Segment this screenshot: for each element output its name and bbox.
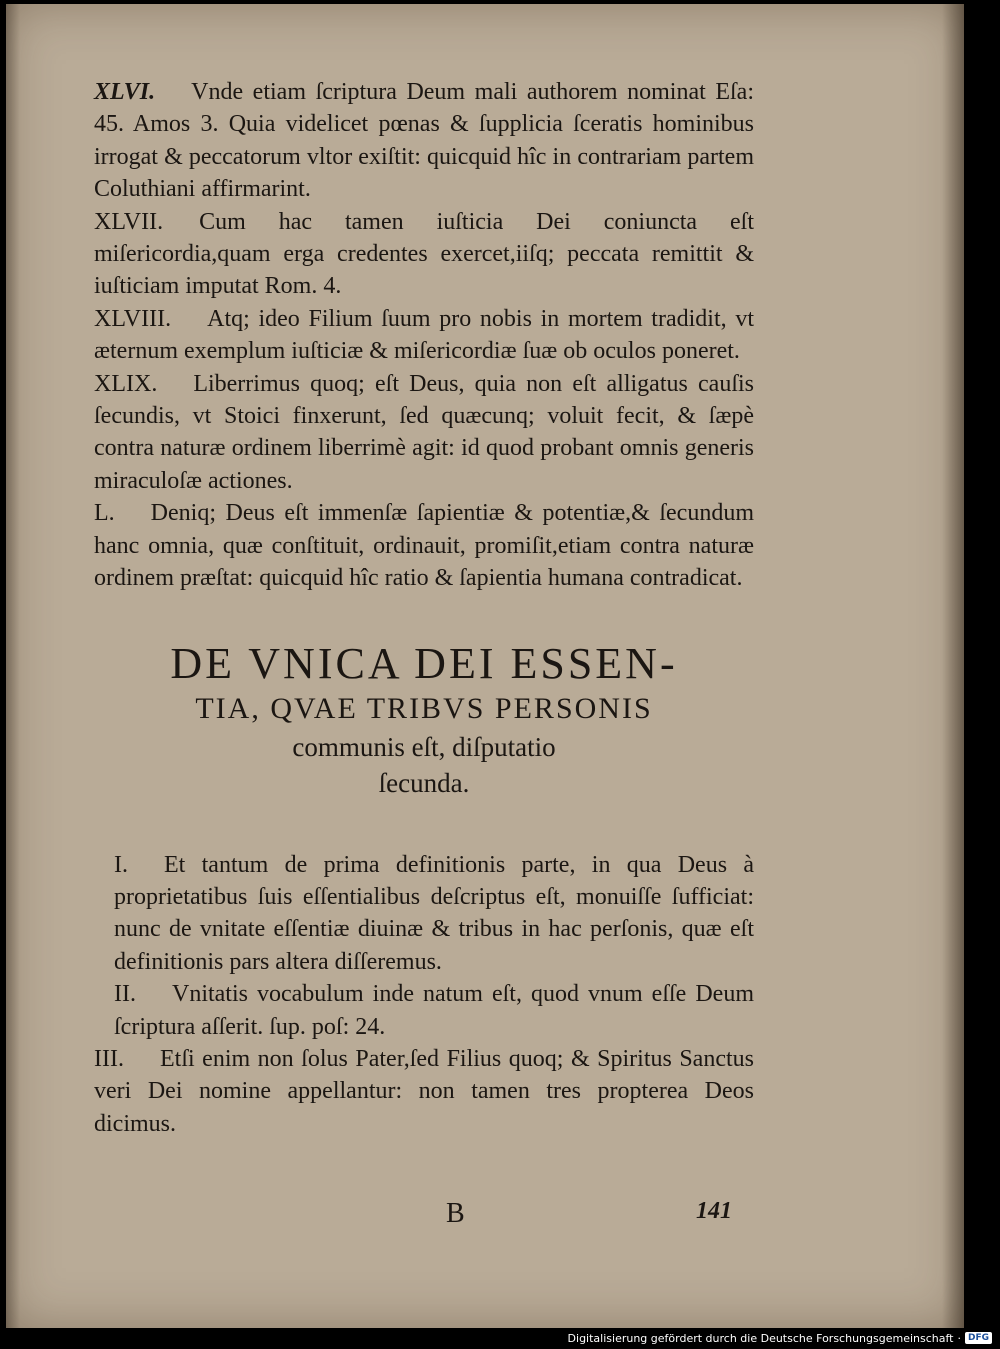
- thesis-text: Et tantum de prima definitionis parte, in qua Deus à proprietatibus ſuis eſſentialibus deſcriptus eſt, monuiſſe ſufficiat: nunc de vnitate eſſentiæ diuinæ & tribus in hac perſonis, quæ eſt definitionis pars altera diſſeremus.: [114, 851, 754, 975]
- thesis-number: XLVIII.: [94, 305, 172, 332]
- thesis-paragraph: [94, 76, 754, 206]
- thesis-text: Etſi enim non ſolus Pater,ſed Filius quoq; & Spiritus Sanctus veri Dei nomine appellantur: non tamen tres propterea Deos dicimus.: [94, 1045, 754, 1137]
- heading-line-1: DE VNICA DEI ESSEN-: [170, 638, 678, 688]
- heading-line-3: communis eſt, diſputatio: [292, 731, 556, 762]
- dfg-logo-icon: DFG: [965, 1332, 992, 1344]
- page-edge-shadow: [942, 4, 964, 1328]
- thesis-paragraph: [94, 497, 754, 594]
- page-number: 141: [696, 1198, 732, 1224]
- thesis-paragraph: [94, 978, 754, 1043]
- thesis-number: I.: [114, 851, 128, 878]
- thesis-number: XLVI.: [94, 79, 156, 105]
- page-text: [94, 76, 754, 1140]
- thesis-text: Cum hac tamen iuſticia Dei coniuncta eſt miſericordia,quam erga credentes exercet,iiſq; peccata remittit & iuſticiam imputat Rom. 4.: [94, 208, 754, 300]
- heading-line-2: TIA, QVAE TRIBVS PERSONIS: [195, 691, 653, 725]
- section-heading: [94, 639, 754, 801]
- thesis-paragraph: [94, 206, 754, 303]
- thesis-paragraph: [94, 368, 754, 498]
- thesis-paragraph: [94, 1043, 754, 1140]
- thesis-text: Deniq; Deus eſt immenſæ ſapientiæ & potentiæ,& ſecundum hanc omnia, quæ conſtituit, ordinauit, promiſit,etiam contra naturæ ordinem præſtat: quicquid hîc ratio & ſapientia humana contradicat.: [94, 500, 754, 592]
- thesis-text: Vnitatis vocabulum inde natum eſt, quod vnum eſſe Deum ſcriptura aſſerit. ſup. poſ: 24.: [114, 981, 754, 1040]
- thesis-number: XLVII.: [94, 208, 164, 235]
- footer-separator-icon: ·: [957, 1331, 961, 1345]
- thesis-paragraph: [94, 849, 754, 979]
- book-page: [6, 4, 964, 1328]
- thesis-number: II.: [114, 981, 136, 1008]
- thesis-text: Vnde etiam ſcriptura Deum mali authorem nominat Eſa: 45. Amos 3. Quia videlicet pœnas & ſupplicia ſceratis hominibus irrogat & peccatorum vltor exiſtit: quicquid hîc in contrariam partem Coluthiani affirmarint.: [94, 79, 754, 203]
- thesis-text: Atq; ideo Filium ſuum pro nobis in mortem tradidit, vt æternum exemplum iuſticiæ & miſericordiæ ſuæ ob oculos poneret.: [94, 305, 754, 365]
- thesis-number: III.: [94, 1045, 124, 1072]
- signature-mark: B: [446, 1198, 465, 1229]
- digitization-footer: [568, 1329, 992, 1347]
- thesis-number: L.: [94, 500, 115, 527]
- footer-text: Digitalisierung gefördert durch die Deutsche Forschungsgemeinschaft: [567, 1331, 954, 1345]
- thesis-number: XLIX.: [94, 370, 158, 397]
- page-gutter-shadow: [6, 4, 20, 1328]
- heading-line-4: ſecunda.: [378, 767, 470, 798]
- thesis-text: Liberrimus quoq; eſt Deus, quia non eſt alligatus cauſis ſecundis, vt Stoici finxerunt, ſed quæcunq; voluit fecit, & ſæpè contra naturæ ordinem liberrimè agit: id quod probant omnis generis miraculoſæ actiones.: [94, 370, 754, 494]
- thesis-paragraph: [94, 303, 754, 368]
- section-spacer: [94, 801, 754, 849]
